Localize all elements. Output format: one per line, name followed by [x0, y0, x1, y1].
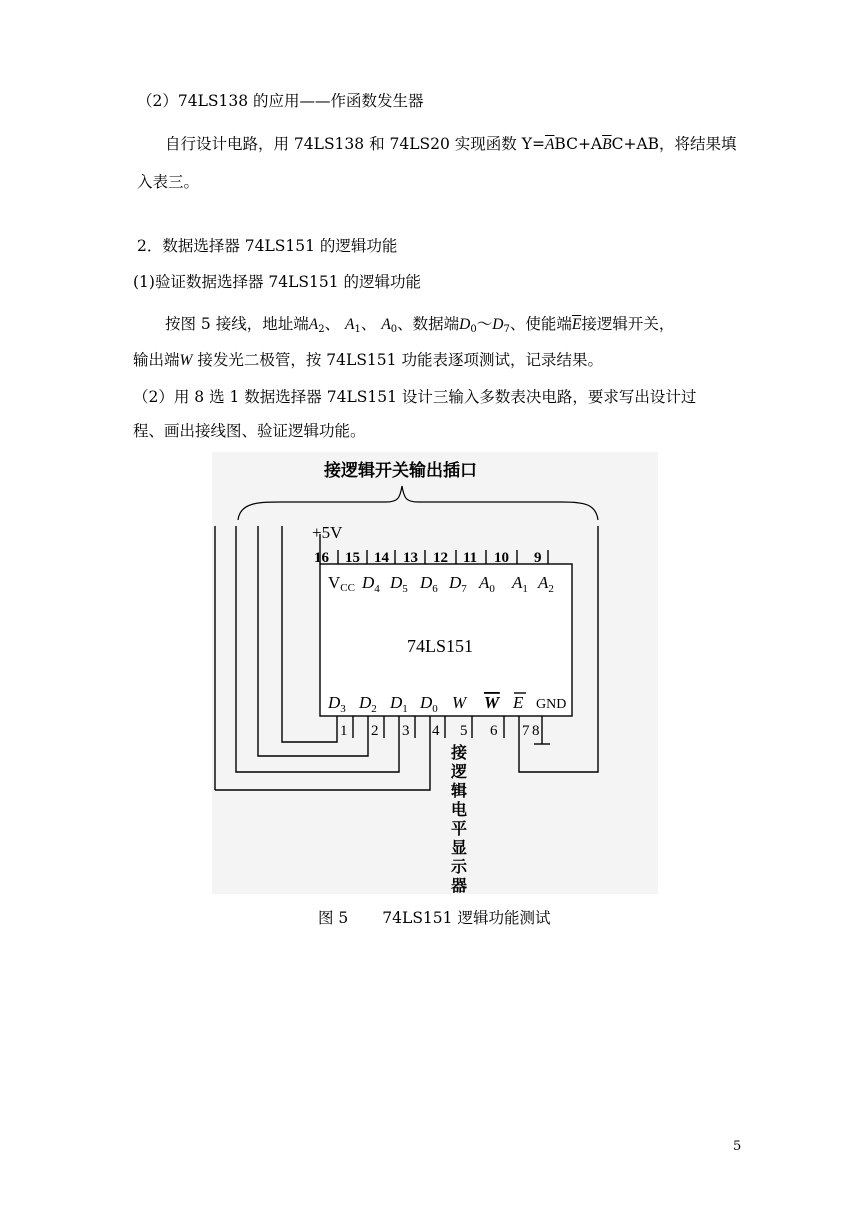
- subsection-heading-majority-voter: （2）用 8 选 1 数据选择器 74LS151 设计三输入多数表决电路，要求写出设计过: [133, 388, 697, 406]
- para1-mid: BC+A: [554, 135, 603, 153]
- pin-2: 2: [371, 723, 379, 739]
- signal-d5: $D_5$: [390, 573, 408, 595]
- signal-d0: $D_0$: [420, 693, 438, 715]
- pin-4: 4: [432, 723, 440, 739]
- paragraph-wiring-cont: 输出端W 接发光二极管，按 74LS151 功能表逐项测试，记录结果。: [133, 351, 603, 369]
- para1-suffix: C+AB，将结果填: [611, 135, 737, 153]
- svg-text:器: 器: [451, 878, 468, 894]
- pin-10: 10: [494, 550, 509, 566]
- vcc-label: +5V: [312, 523, 343, 542]
- signal-w-bar: W: [484, 693, 500, 712]
- signal-d4: $D_4$: [362, 573, 380, 595]
- pin-1: 1: [340, 723, 348, 739]
- b-bar: $\overline{B}$: [602, 136, 612, 153]
- pin-5: 5: [460, 723, 468, 739]
- chip-name: 74LS151: [407, 636, 474, 656]
- switch-outputs-label: 接逻辑开关输出插口: [324, 461, 477, 480]
- signal-d7: $D_7$: [449, 573, 467, 595]
- page-number: 5: [733, 1139, 742, 1154]
- signal-gnd: GND: [536, 697, 567, 712]
- svg-text:平: 平: [451, 821, 468, 838]
- signal-vcc: VCC: [328, 573, 355, 594]
- para1-prefix: 自行设计电路，用 74LS138 和 74LS20 实现函数 Y=: [165, 135, 545, 153]
- pin-16: 16: [314, 550, 329, 566]
- signal-d1: $D_1$: [390, 693, 408, 715]
- signal-w: W: [452, 693, 467, 712]
- figure-caption: [318, 906, 550, 928]
- pin-6: 6: [490, 723, 498, 739]
- pin-12: 12: [433, 550, 448, 566]
- pin-7: 7: [522, 723, 530, 739]
- pin-13: 13: [403, 550, 418, 566]
- pin-15: 15: [345, 550, 360, 566]
- pin-11: 11: [463, 550, 478, 566]
- subsection-heading-majority-voter-cont: 程、画出接线图、验证逻辑功能。: [133, 422, 366, 440]
- signal-a0: $A_0$: [479, 573, 495, 595]
- subsection-heading-verify: (1)验证数据选择器 74LS151 的逻辑功能: [133, 273, 422, 291]
- a-bar: $\overline{A}$: [544, 136, 555, 153]
- svg-text:接: 接: [451, 745, 468, 762]
- svg-text:示: 示: [451, 859, 468, 876]
- signal-a1: $A_1$: [512, 573, 528, 595]
- pin-3: 3: [402, 723, 410, 739]
- pin-14: 14: [374, 550, 389, 566]
- section-heading-74ls138-application: （2）74LS138 的应用——作函数发生器: [137, 92, 424, 110]
- caption-title: 74LS151 逻辑功能测试: [382, 909, 551, 927]
- pin-8: 8: [532, 723, 540, 739]
- signal-d2: $D_2$: [359, 693, 377, 715]
- paragraph-wiring: 按图 5 接线，地址端$A_2$、 $A_1$、 $A_0$、数据端$D_0\sim D_7$、使能端$\overline{E}$接逻辑开关，: [165, 315, 675, 335]
- figure-74ls151-wiring: [212, 452, 658, 898]
- signal-d6: $D_6$: [420, 573, 438, 595]
- section-heading-74ls151: 2．数据选择器 74LS151 的逻辑功能: [137, 237, 398, 255]
- svg-text:逻: 逻: [451, 764, 468, 781]
- paragraph-function-generator-cont: 入表三。: [137, 173, 200, 191]
- logic-level-display-label: [450, 743, 468, 894]
- svg-text:显: 显: [451, 840, 468, 857]
- signal-a2: $A_2$: [538, 573, 554, 595]
- svg-text:电: 电: [451, 802, 468, 819]
- svg-text:辑: 辑: [451, 783, 468, 800]
- signal-d3: $D_3$: [328, 693, 346, 715]
- circuit-diagram: [212, 452, 658, 894]
- paragraph-function-generator: [165, 134, 737, 155]
- caption-number: 图 5: [318, 909, 349, 927]
- pin-9: 9: [534, 550, 542, 566]
- signal-e-bar: E: [513, 693, 524, 712]
